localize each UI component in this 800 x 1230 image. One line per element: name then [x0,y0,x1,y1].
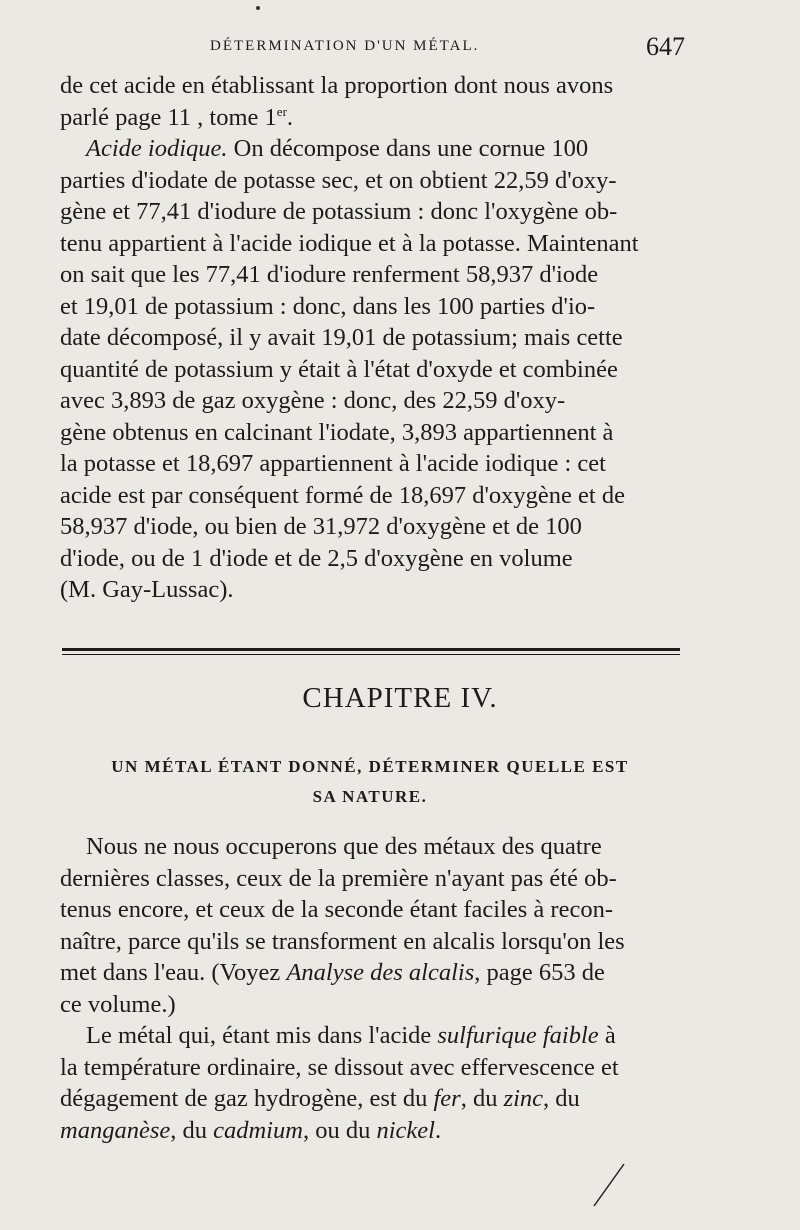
text-span: , page 653 de [474,959,605,986]
text-line: d'iode, ou de 1 d'iode et de 2,5 d'oxygène en volume [60,544,573,572]
chapter-rule-thin [62,654,680,655]
italic-term: Acide iodique. [86,135,228,162]
text-line: avec 3,893 de gaz oxygène : donc, des 22,59 d'oxy- [60,387,566,414]
text-span: , du [460,1085,498,1112]
chapter-rule [62,648,680,651]
text-span: , du [170,1116,207,1144]
text-span: parlé page 11 , tome 1 [60,103,277,131]
text-span: à [604,1022,616,1049]
running-title: DÉTERMINATION D'UN MÉTAL. [210,38,480,54]
text-line: on sait que les 77,41 d'iodure renferment 58,937 d'iode [60,261,599,288]
italic-term: manganèse [60,1116,171,1144]
ink-dot [256,6,260,10]
page-number: 647 [646,32,685,61]
text-line: gène et 77,41 d'iodure de potassium : donc l'oxygène ob- [60,198,618,225]
text-line [60,133,680,165]
text-span: Le métal qui, étant mis dans l'acide [86,1022,432,1049]
text-line: gène obtenus en calcinant l'iodate, 3,893 appartiennent à [60,418,614,446]
text-span: , ou du [302,1116,371,1144]
text-line: tenu appartient à l'acide iodique et à la potasse. Maintenant [60,229,639,257]
chapter-title: CHAPITRE IV. [302,682,498,714]
text-span: . [286,103,294,131]
text-line: quantité de potassium y était à l'état d'oxyde et combinée [60,355,618,383]
text-line: et 19,01 de potassium : donc, dans les 100 parties d'io- [60,292,596,320]
text-line: (M. Gay-Lussac). [60,576,234,603]
text-line: ce volume.) [60,990,176,1018]
text-span: dégagement de gaz hydrogène, est du [60,1085,428,1112]
italic-term: cadmium [213,1116,303,1144]
text-line: acide est par conséquent formé de 18,697 d'oxygène et de [60,481,625,509]
text-span: , du [543,1085,580,1112]
section-heading [60,752,680,812]
italic-term: nickel [376,1116,435,1144]
section-heading-line: UN MÉTAL ÉTANT DONNÉ, DÉTERMINER QUELLE EST [111,757,629,776]
body-text-top [60,70,680,606]
body-text-bottom [60,831,680,1146]
text-line: date décomposé, il y avait 19,01 de potassium; mais cette [60,324,623,351]
text-line [60,1020,680,1052]
text-line [60,102,680,134]
text-line: naître, parce qu'ils se transforment en alcalis lorsqu'on les [60,927,625,955]
italic-term: zinc [503,1085,544,1112]
italic-term: sulfurique faible [437,1022,599,1049]
italic-term: fer [433,1085,461,1112]
text-line: parties d'iodate de potasse sec, et on obtient 22,59 d'oxy- [60,166,617,194]
text-line: la potasse et 18,697 appartiennent à l'acide iodique : cet [60,450,606,477]
text-span: On décompose dans une cornue 100 [233,135,589,162]
pencil-stroke-mark [590,1160,630,1210]
text-line [60,1115,680,1147]
text-span: . [434,1116,442,1144]
text-line: tenus encore, et ceux de la seconde étant faciles à recon- [60,896,613,923]
running-head [60,34,685,62]
text-line: 58,937 d'iode, ou bien de 31,972 d'oxygène et de 100 [60,513,582,540]
text-span: met dans l'eau. (Voyez [60,959,281,986]
text-line: Nous ne nous occuperons que des métaux des quatre [86,833,602,860]
superscript: er [276,103,287,119]
text-line: la température ordinaire, se dissout avec effervescence et [60,1053,619,1081]
italic-reference: Analyse des alcalis [286,959,475,986]
text-line [60,1083,680,1115]
text-line [60,957,680,989]
text-line: de cet acide en établissant la proportion dont nous avons [60,72,614,99]
section-heading-line: SA NATURE. [312,787,428,806]
text-line: dernières classes, ceux de la première n'ayant pas été ob- [60,864,617,892]
